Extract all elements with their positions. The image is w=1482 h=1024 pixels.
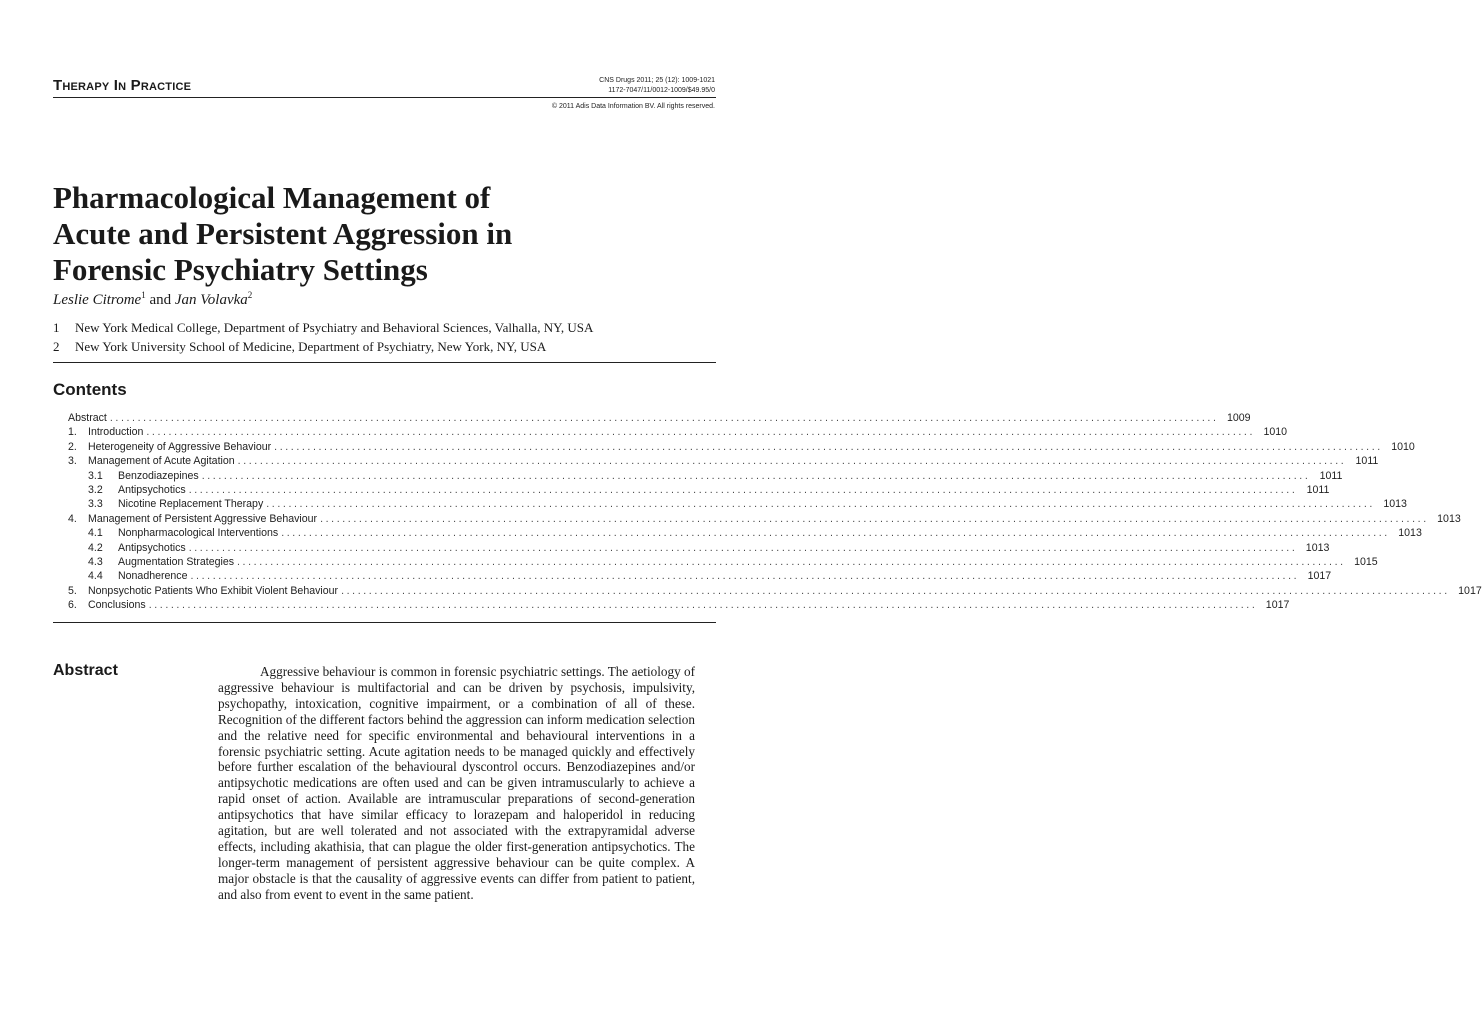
toc-entry-label: Nonpsychotic Patients Who Exhibit Violent Behaviour [88,584,339,597]
table-of-contents [68,411,1482,612]
toc-entry[interactable] [68,425,1288,439]
toc-entry-number: 4.4 [88,570,103,583]
toc-entry-label: Antipsychotics [118,541,186,554]
toc-entry-label: Augmentation Strategies [118,555,235,568]
toc-entry[interactable] [68,454,1379,468]
toc-entry-page: 1011 [1306,483,1330,496]
toc-entry[interactable] [68,598,1290,612]
journal-citation: CNS Drugs 2011; 25 (12): 1009-1021 [599,77,715,84]
toc-dot-leader: ........................................................................................................................................................................................................ [341,584,1450,597]
toc-entry-number: 5. [68,584,77,597]
toc-entry[interactable] [68,541,1330,555]
copyright-notice: © 2011 Adis Data Information BV. All rights reserved. [551,103,715,110]
toc-dot-leader: ........................................................................................................................................................................................................ [109,412,1219,424]
toc-entry-label: Antipsychotics [118,483,186,496]
title-line-1: Pharmacological Management of [53,180,491,215]
toc-dot-leader: ........................................................................................................................................................................................................ [188,541,1298,554]
title-rule [53,362,716,363]
toc-entry[interactable] [68,469,1343,483]
affiliation-text: New York University School of Medicine, Department of Psychiatry, New York, NY, USA [75,339,547,354]
affiliation-number: 1 [53,320,60,335]
toc-entry-label: Nonadherence [118,570,188,583]
title-line-2: Acute and Persistent Aggression in [53,216,513,251]
toc-entry-label: Management of Persistent Aggressive Behaviour [88,512,318,525]
toc-dot-leader: ........................................................................................................................................................................................................ [148,599,1258,612]
toc-entry-number: 3.3 [88,498,103,511]
toc-entry-label: Nonpharmacological Interventions [118,527,279,540]
toc-entry-number: 4. [68,512,77,525]
section-label: Therapy In Practice [53,77,192,94]
toc-entry-number: 3.1 [88,469,103,482]
toc-dot-leader: ........................................................................................................................................................................................................ [237,455,1347,468]
toc-entry-label: Heterogeneity of Aggressive Behaviour [88,440,272,453]
author-name: Leslie Citrome [53,292,142,308]
abstract-heading: Abstract [53,662,118,679]
toc-entry-page: 1017 [1307,570,1332,583]
contents-rule [53,622,716,623]
abstract-text: Aggressive behaviour is common in forensic psychiatric settings. The aetiology of aggressive behaviour is multifactorial and can be driven by psychosis, impulsivity, psychopathy, intoxication, cognitive impairment, or a combination of all of these. Recognition of the different factors behind the aggression can inform medication selection and the relative need for specific environmental and behavioural interventions in a forensic psychiatric setting. Acute agitation needs to be managed quickly and effectively before further escalation of the behavioural dyscontrol occurs. Benzodiazepines and/or antipsychotic medications are often used and can be given intramuscularly to achieve a rapid onset of action. Available are intramuscular preparations of second-generation antipsychotics that have similar efficacy to lorazepam and haloperidol in reducing agitation, but are well tolerated and not associated with the extrapyramidal adverse effects, including akathisia, that can plague the older first-generation antipsychotics. The longer-term management of persistent aggressive behaviour can be quite complex. A major obstacle is that the causality of aggressive events can differ from patient to patient, and also from event to event in the same patient. [218,664,695,902]
journal-meta [415,76,715,95]
affiliation-number: 2 [53,339,60,354]
toc-entry-label: Introduction [88,426,144,439]
toc-entry-page: 1010 [1391,440,1415,453]
toc-entry-page: 1013 [1383,498,1407,511]
toc-dot-leader: ........................................................................................................................................................................................................ [190,570,1300,583]
toc-entry-page: 1011 [1319,469,1343,482]
toc-entry-label: Management of Acute Agitation [88,455,235,468]
toc-dot-leader: ........................................................................................................................................................................................................ [266,498,1375,511]
toc-entry-label: Nicotine Replacement Therapy [118,498,264,511]
toc-entry[interactable] [68,440,1415,454]
toc-entry-label: Benzodiazepines [118,469,199,482]
toc-entry-number: 4.3 [88,555,103,568]
toc-entry-page: 1017 [1265,599,1290,612]
toc-dot-leader: ........................................................................................................................................................................................................ [201,469,1311,482]
toc-entry[interactable] [68,526,1422,540]
toc-dot-leader: ........................................................................................................................................................................................................ [237,555,1346,568]
toc-entry[interactable] [68,497,1407,511]
toc-entry-number: 1. [68,426,77,439]
toc-entry[interactable] [68,411,1251,425]
title-line-3: Forensic Psychiatry Settings [53,252,428,287]
article-title [53,180,713,288]
affiliation-1 [53,320,593,336]
toc-dot-leader: ........................................................................................................................................................................................................ [274,440,1383,453]
header-rule [53,97,716,98]
contents-heading: Contents [53,380,127,399]
toc-entry[interactable] [68,569,1332,583]
author-affiliation-marker: 2 [247,290,253,300]
toc-entry-number: 6. [68,599,77,612]
toc-entry-number: 4.1 [88,527,103,540]
toc-entry-label: Conclusions [88,599,146,612]
toc-entry-page: 1017 [1458,584,1482,597]
toc-entry-number: 4.2 [88,541,103,554]
toc-entry-number: 2. [68,440,77,453]
toc-entry-number: 3.2 [88,483,103,496]
toc-entry[interactable] [68,483,1330,497]
toc-dot-leader: ........................................................................................................................................................................................................ [281,527,1390,540]
toc-entry[interactable] [68,555,1378,569]
toc-entry-page: 1013 [1437,512,1461,525]
author-affiliation-marker: 1 [141,290,146,300]
journal-code: 1172-7047/11/0012-1009/$49.95/0 [608,86,715,94]
toc-entry-page: 1010 [1263,426,1288,439]
toc-entry-page: 1011 [1355,455,1379,468]
toc-entry[interactable] [68,512,1461,526]
toc-entry-page: 1013 [1305,541,1330,554]
author-name: Jan Volavka [174,292,248,308]
toc-entry[interactable] [68,584,1482,598]
affiliation-2 [53,339,546,355]
toc-entry-page: 1013 [1398,527,1422,540]
affiliation-text: New York Medical College, Department of Psychiatry and Behavioral Sciences, Valhalla, NY, USA [75,320,594,335]
author-conjunction: and [145,292,175,308]
toc-entry-page: 1009 [1226,412,1251,424]
toc-entry-page: 1015 [1354,555,1378,568]
toc-dot-leader: ........................................................................................................................................................................................................ [146,426,1256,439]
toc-dot-leader: ........................................................................................................................................................................................................ [320,512,1429,525]
toc-dot-leader: ........................................................................................................................................................................................................ [188,483,1298,496]
author-list [53,290,252,309]
toc-entry-number: 3. [68,455,77,468]
toc-entry-label: Abstract [68,412,107,424]
